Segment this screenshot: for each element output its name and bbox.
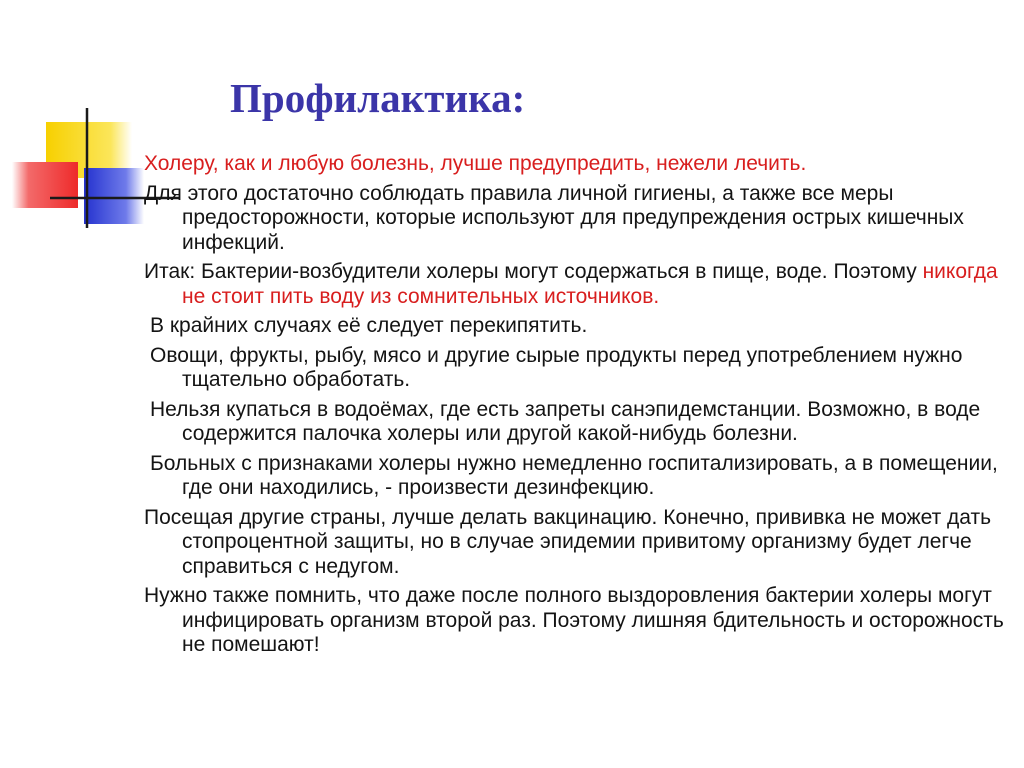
paragraph-text: Посещая другие страны, лучше делать вакцинацию. Конечно, прививка не может дать стопроцентной защиты, но в случае эпидемии привитому организму будет легче справиться с недугом. [144,505,992,578]
paragraph-text: Для этого достаточно соблюдать правила личной гигиены, а также все меры предосторожности, которые используют для предупреждения острых кишечных инфекций. [144,181,964,254]
paragraph [144,398,1014,447]
paragraph [144,182,1014,256]
paragraph [144,314,1014,339]
slide-body-text [144,152,1014,663]
paragraph-text: Нельзя купаться в водоёмах, где есть запреты санэпидемстанции. Возможно, в воде содержится палочка холеры или другой какой-нибудь болезни. [150,397,981,445]
logo-blue-square [84,168,144,224]
paragraph-text: Итак: Бактерии-возбудители холеры могут содержаться в пище, воде. Поэтому [144,260,923,283]
paragraph-text: В крайних случаях её следует перекипятить. [150,314,588,337]
paragraph-text: Овощи, фрукты, рыбу, мясо и другие сырые продукты перед употреблением нужно тщательно обработать. [150,343,963,391]
slide-title: Профилактика: [230,75,526,121]
logo-red-square [12,162,78,208]
paragraph [144,344,1014,393]
paragraph-text: Больных с признаками холеры нужно немедленно госпитализировать, а в помещении, где они находились, - произвести дезинфекцию. [150,451,998,499]
paragraph [144,260,1014,309]
highlighted-text: Холеру, как и любую болезнь, лучше предупредить, нежели лечить. [144,152,807,175]
paragraph [144,152,1014,177]
paragraph [144,584,1014,658]
paragraph [144,452,1014,501]
paragraph [144,506,1014,580]
highlighted-text: никогда не стоит пить воду из сомнительных источников. [182,260,998,308]
paragraph-text: Нужно также помнить, что даже после полного выздоровления бактерии холеры могут инфицировать организм второй раз. Поэтому лишняя бдительность и осторожность не помешают! [144,584,1004,656]
